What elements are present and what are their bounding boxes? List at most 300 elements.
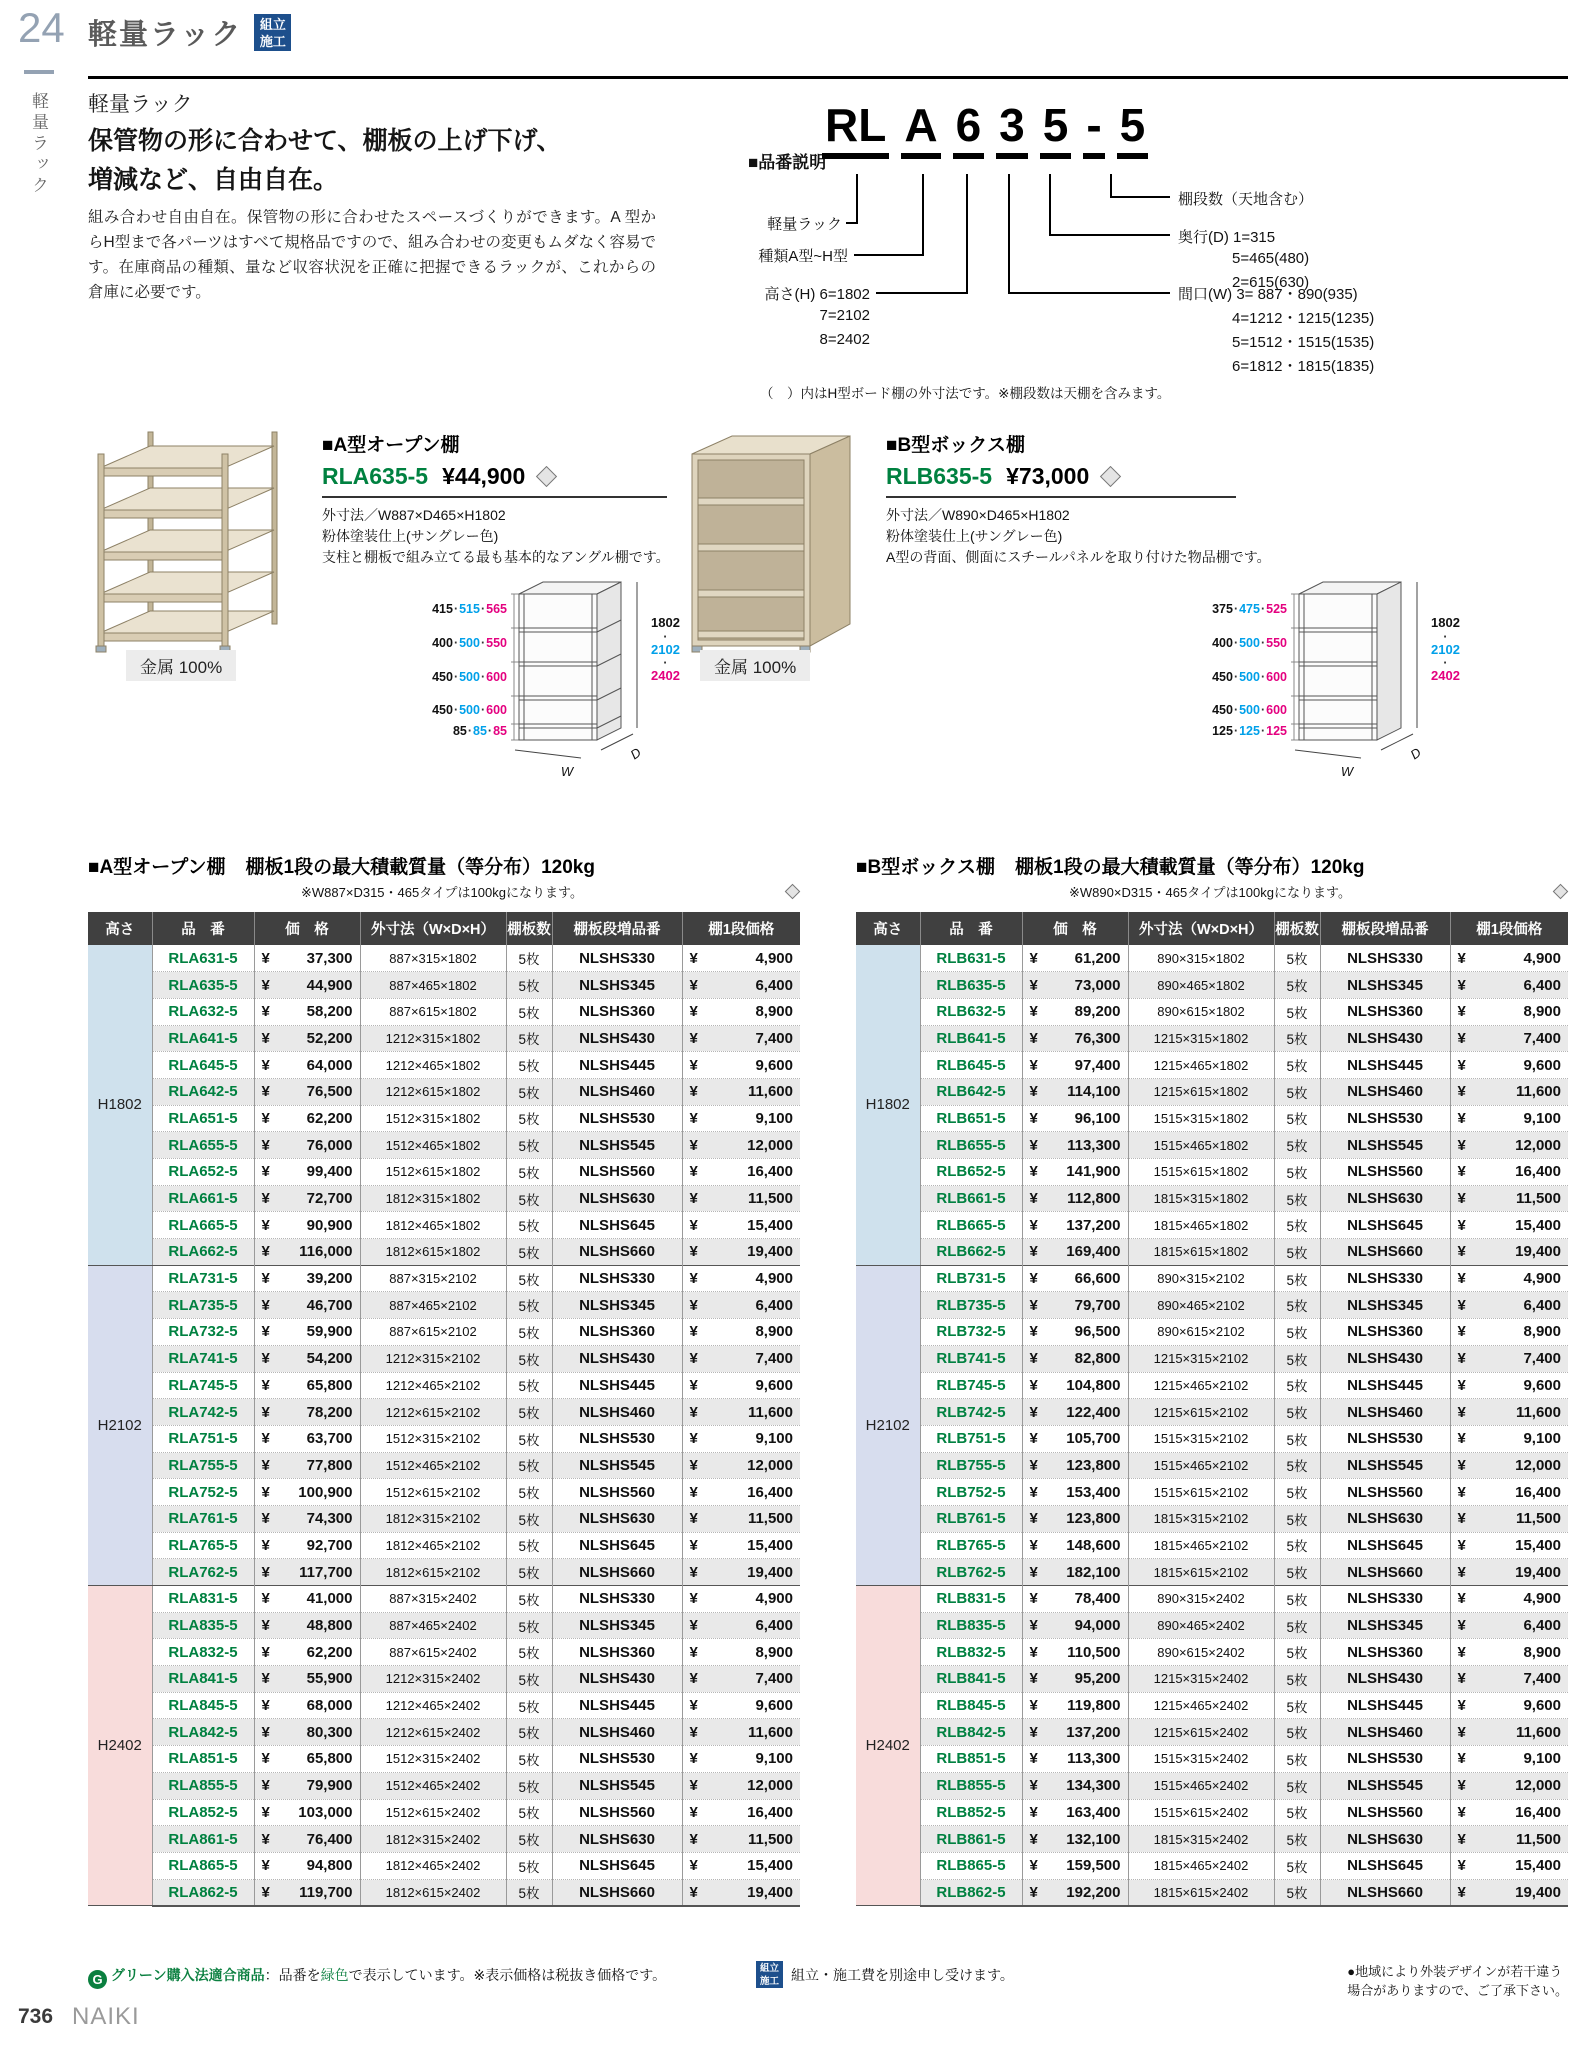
cell-addcode: NLSHS560 [552,1159,682,1186]
cell-addcode: NLSHS660 [1320,1559,1450,1586]
cell-price: ¥ 163,400 [1022,1799,1128,1826]
height-dimension-label: 2102 [1431,641,1460,657]
cell-addprice: ¥ 12,000 [1450,1132,1568,1159]
cell-addprice: ¥ 11,600 [682,1399,800,1426]
dimension-label: 400·500·550 [1212,636,1287,650]
table-row [856,1265,1568,1292]
cell-code: RLB635-5 [920,972,1022,999]
table-row [88,1132,800,1159]
cell-price: ¥ 105,700 [1022,1425,1128,1452]
material-label-b: 金属 100% [700,650,810,681]
product-a-specs [322,505,670,568]
cell-dims: 1215×615×1802 [1128,1078,1274,1105]
cell-dims: 1215×465×2402 [1128,1692,1274,1719]
cell-addprice: ¥ 8,900 [1450,1319,1568,1346]
dimension-diagram-a [432,578,707,788]
cell-addcode: NLSHS430 [1320,1666,1450,1693]
cell-dims: 1512×465×1802 [360,1132,506,1159]
cell-sheets: 5枚 [506,1239,552,1266]
cell-addprice: ¥ 8,900 [682,998,800,1025]
region-note-line2: 場合がありますので、ご了承下さい。 [1347,1982,1568,1998]
table-row [856,1719,1568,1746]
cell-addcode: NLSHS445 [552,1052,682,1079]
diagram-b-depth-label: D [1407,744,1424,763]
sidebar-category-label: 軽量ラック [29,92,48,197]
table-row [856,1452,1568,1479]
cell-addcode: NLSHS445 [552,1372,682,1399]
cell-sheets: 5枚 [506,1586,552,1613]
cell-addprice: ¥ 6,400 [1450,1612,1568,1639]
cell-sheets: 5枚 [506,1372,552,1399]
table-row [856,1052,1568,1079]
cell-dims: 887×615×2402 [360,1639,506,1666]
connector-line [966,174,968,294]
label-height-1: 高さ(H) 6=1802 [764,286,870,303]
cell-addcode: NLSHS430 [552,1666,682,1693]
cell-dims: 887×315×2402 [360,1586,506,1613]
cell-dims: 890×615×2102 [1128,1319,1274,1346]
col-outer-dims: 外寸法（W×D×H） [360,912,506,945]
cell-dims: 890×315×2102 [1128,1265,1274,1292]
cell-sheets: 5枚 [1274,1639,1320,1666]
cell-dims: 1212×615×1802 [360,1078,506,1105]
cell-price: ¥ 58,200 [254,998,360,1025]
cell-code: RLB751-5 [920,1425,1022,1452]
label-shelf-count: 棚段数（天地含む） [1178,191,1314,208]
cell-addprice: ¥ 9,600 [1450,1372,1568,1399]
table-row [856,1212,1568,1239]
diagram-a-width-label: W [560,764,574,779]
cell-addcode: NLSHS330 [1320,1265,1450,1292]
table-b-title [856,852,1568,879]
cell-price: ¥ 54,200 [254,1345,360,1372]
cell-code: RLA855-5 [152,1772,254,1799]
product-b-info [886,430,1271,568]
cell-addcode: NLSHS345 [1320,1612,1450,1639]
cell-addcode: NLSHS460 [552,1399,682,1426]
cell-sheets: 5枚 [1274,1319,1320,1346]
cell-sheets: 5枚 [1274,1719,1320,1746]
cell-sheets: 5枚 [1274,1799,1320,1826]
cell-sheets: 5枚 [1274,1746,1320,1773]
connector-line [1008,292,1170,294]
table-row [88,1879,800,1906]
table-row [88,1719,800,1746]
cell-addcode: NLSHS660 [1320,1239,1450,1266]
cell-code: RLB852-5 [920,1799,1022,1826]
cell-addcode: NLSHS630 [1320,1185,1450,1212]
diagram-b-width-label: W [1340,764,1354,779]
cell-sheets: 5枚 [506,1826,552,1853]
connector-line [846,222,858,224]
cell-code: RLB632-5 [920,998,1022,1025]
cell-code: RLA841-5 [152,1666,254,1693]
cell-price: ¥ 55,900 [254,1666,360,1693]
cell-price: ¥ 65,800 [254,1746,360,1773]
table-row [88,1799,800,1826]
cell-price: ¥ 192,200 [1022,1879,1128,1906]
cell-code: RLB641-5 [920,1025,1022,1052]
cell-dims: 890×465×1802 [1128,972,1274,999]
cell-dims: 1512×315×2402 [360,1746,506,1773]
cell-price: ¥ 77,800 [254,1452,360,1479]
cell-addprice: ¥ 7,400 [682,1025,800,1052]
cell-sheets: 5枚 [506,1319,552,1346]
cell-price: ¥ 137,200 [1022,1719,1128,1746]
cell-addprice: ¥ 7,400 [682,1666,800,1693]
cell-dims: 1215×465×1802 [1128,1052,1274,1079]
cell-sheets: 5枚 [506,1692,552,1719]
headline [88,122,562,200]
connector-line [922,174,924,256]
cell-dims: 1515×315×2402 [1128,1746,1274,1773]
col-shelf-price: 棚1段価格 [682,912,800,945]
dimension-label: 125·125·125 [1212,724,1287,738]
cell-addprice: ¥ 12,000 [682,1772,800,1799]
cell-code: RLA651-5 [152,1105,254,1132]
cell-addprice: ¥ 15,400 [1450,1212,1568,1239]
cell-addcode: NLSHS430 [1320,1345,1450,1372]
cell-price: ¥ 59,900 [254,1319,360,1346]
table-b-title-name: ■B型ボックス棚 [856,857,996,878]
cell-dims: 890×465×2402 [1128,1612,1274,1639]
cell-price: ¥ 122,400 [1022,1399,1128,1426]
category-title: 軽量ラック [88,19,243,51]
code-segment-depth: 5 [1040,100,1072,159]
label-width-4: 6=1812・1815(1835) [1232,358,1375,375]
cell-dims: 1215×465×2102 [1128,1372,1274,1399]
table-row [88,1239,800,1266]
connector-line [856,174,858,224]
cell-price: ¥ 78,200 [254,1399,360,1426]
cell-addcode: NLSHS445 [1320,1692,1450,1719]
cell-code: RLA851-5 [152,1746,254,1773]
table-row [88,1586,800,1613]
height-group-cell: H1802 [88,945,152,1265]
cell-price: ¥ 39,200 [254,1265,360,1292]
cell-code: RLA845-5 [152,1692,254,1719]
table-row [88,1639,800,1666]
cell-code: RLA732-5 [152,1319,254,1346]
cell-addprice: ¥ 19,400 [1450,1559,1568,1586]
page-footer [88,1963,1568,2013]
cell-dims: 1515×615×2402 [1128,1799,1274,1826]
cell-price: ¥ 148,600 [1022,1532,1128,1559]
cell-price: ¥ 169,400 [1022,1239,1128,1266]
cell-addprice: ¥ 12,000 [682,1132,800,1159]
label-height-3: 8=2402 [819,331,870,348]
cell-addcode: NLSHS460 [552,1719,682,1746]
cell-sheets: 5枚 [1274,1666,1320,1693]
code-segment-type: A [901,100,940,159]
cell-price: ¥ 116,000 [254,1239,360,1266]
cell-price: ¥ 119,700 [254,1879,360,1906]
cell-sheets: 5枚 [1274,1479,1320,1506]
cell-addcode: NLSHS360 [1320,1639,1450,1666]
cell-addcode: NLSHS645 [552,1852,682,1879]
cell-sheets: 5枚 [1274,998,1320,1025]
cell-sheets: 5枚 [506,1559,552,1586]
cell-price: ¥ 132,100 [1022,1826,1128,1853]
product-a-code: RLA635-5 [322,463,429,489]
code-segment-rl: RL [822,100,889,159]
cell-sheets: 5枚 [1274,1185,1320,1212]
table-row [88,972,800,999]
product-b-code-line [886,463,1236,498]
cell-sheets: 5枚 [506,1505,552,1532]
cell-dims: 1212×465×2102 [360,1372,506,1399]
cell-sheets: 5枚 [1274,1612,1320,1639]
cell-price: ¥ 48,800 [254,1612,360,1639]
price-table-a [88,912,800,1907]
cell-dims: 1515×315×2102 [1128,1425,1274,1452]
cell-dims: 1212×315×2102 [360,1345,506,1372]
cell-price: ¥ 78,400 [1022,1586,1128,1613]
cell-sheets: 5枚 [1274,1879,1320,1906]
section-title: 軽量ラック [88,93,193,116]
product-b-name: ■B型ボックス棚 [886,435,1026,456]
cell-code: RLA842-5 [152,1719,254,1746]
product-b-spec3: A型の背面、側面にスチールパネルを取り付けた物品棚です。 [886,549,1271,565]
table-row [856,1559,1568,1586]
table-row [856,1879,1568,1906]
cell-dims: 1212×315×1802 [360,1025,506,1052]
cell-addcode: NLSHS360 [1320,998,1450,1025]
cell-addcode: NLSHS460 [1320,1399,1450,1426]
col-outer-dims: 外寸法（W×D×H） [1128,912,1274,945]
dimension-label: 375·475·525 [1212,602,1287,616]
cell-addprice: ¥ 11,600 [1450,1399,1568,1426]
cell-dims: 1812×315×2102 [360,1505,506,1532]
assembly-badge-line1: 組立 [759,1963,779,1974]
table-row [856,1025,1568,1052]
table-row [856,1372,1568,1399]
cell-addprice: ¥ 9,600 [1450,1692,1568,1719]
cell-sheets: 5枚 [506,1532,552,1559]
cell-price: ¥ 182,100 [1022,1559,1128,1586]
cell-code: RLA655-5 [152,1132,254,1159]
cell-addcode: NLSHS630 [1320,1505,1450,1532]
cell-addprice: ¥ 11,500 [682,1826,800,1853]
col-shelf-price: 棚1段価格 [1450,912,1568,945]
cell-code: RLA652-5 [152,1159,254,1186]
table-row [88,1078,800,1105]
cell-code: RLA735-5 [152,1292,254,1319]
product-a-spec3: 支柱と棚板で組み立てる最も基本的なアングル棚です。 [322,549,670,565]
cell-addprice: ¥ 6,400 [682,972,800,999]
table-row [88,1105,800,1132]
table-row [856,1532,1568,1559]
cell-code: RLB762-5 [920,1559,1022,1586]
height-group-cell: H2402 [856,1586,920,1906]
cell-addcode: NLSHS360 [1320,1319,1450,1346]
cell-price: ¥ 37,300 [254,945,360,972]
cell-dims: 1512×465×2102 [360,1452,506,1479]
cell-code: RLA635-5 [152,972,254,999]
cell-price: ¥ 89,200 [1022,998,1128,1025]
cell-dims: 1215×615×2402 [1128,1719,1274,1746]
cell-price: ¥ 82,800 [1022,1345,1128,1372]
cell-addprice: ¥ 16,400 [1450,1799,1568,1826]
cell-code: RLB865-5 [920,1852,1022,1879]
cell-addprice: ¥ 9,100 [682,1746,800,1773]
cell-addprice: ¥ 11,500 [1450,1185,1568,1212]
diagram-a-drawing [511,578,643,760]
cell-addprice: ¥ 12,000 [1450,1452,1568,1479]
cell-addprice: ¥ 12,000 [682,1452,800,1479]
label-width-2: 4=1212・1215(1235) [1232,310,1375,327]
cell-addcode: NLSHS560 [1320,1799,1450,1826]
cell-sheets: 5枚 [506,945,552,972]
cell-code: RLA765-5 [152,1532,254,1559]
product-a-info [322,430,670,568]
cell-code: RLA642-5 [152,1078,254,1105]
cell-price: ¥ 46,700 [254,1292,360,1319]
cell-addprice: ¥ 19,400 [1450,1239,1568,1266]
cell-dims: 890×615×2402 [1128,1639,1274,1666]
headline-line2: 増減など、自由自在。 [88,165,339,194]
cell-sheets: 5枚 [1274,1212,1320,1239]
cell-addcode: NLSHS545 [1320,1132,1450,1159]
cell-addprice: ¥ 7,400 [1450,1345,1568,1372]
product-b-spec1: 外寸法／W890×D465×H1802 [886,507,1070,523]
table-a-capacity: 棚板1段の最大積載質量（等分布）120kg [245,857,595,878]
table-row [856,1692,1568,1719]
cell-price: ¥ 74,300 [254,1505,360,1532]
cell-addcode: NLSHS560 [1320,1479,1450,1506]
cell-code: RLB655-5 [920,1132,1022,1159]
brand-logo: NAIKI [72,2003,140,2030]
cell-addprice: ¥ 11,500 [1450,1826,1568,1853]
cell-addprice: ¥ 4,900 [1450,1586,1568,1613]
cell-price: ¥ 64,000 [254,1052,360,1079]
cell-addprice: ¥ 11,600 [682,1719,800,1746]
cell-code: RLB642-5 [920,1078,1022,1105]
cell-code: RLB832-5 [920,1639,1022,1666]
price-table-b [856,912,1568,1907]
cell-addprice: ¥ 15,400 [1450,1532,1568,1559]
cell-addcode: NLSHS330 [552,945,682,972]
cell-sheets: 5枚 [1274,1078,1320,1105]
cell-dims: 1215×315×1802 [1128,1025,1274,1052]
cell-sheets: 5枚 [506,1719,552,1746]
table-a-note: ※W887×D315・465タイプは100kgになります。 [301,885,583,900]
connector-line [876,292,968,294]
cell-sheets: 5枚 [1274,1586,1320,1613]
table-row [88,1185,800,1212]
cell-code: RLB851-5 [920,1746,1022,1773]
cell-code: RLB855-5 [920,1772,1022,1799]
cell-sheets: 5枚 [506,1746,552,1773]
cell-price: ¥ 123,800 [1022,1505,1128,1532]
table-row [856,945,1568,972]
cell-addcode: NLSHS445 [552,1692,682,1719]
cell-dims: 1812×465×1802 [360,1212,506,1239]
cell-dims: 887×315×2102 [360,1265,506,1292]
cell-price: ¥ 76,000 [254,1132,360,1159]
cell-addprice: ¥ 11,600 [1450,1078,1568,1105]
cell-dims: 1812×615×2402 [360,1879,506,1906]
region-note-line1: ●地域により外装デザインが若干違う [1347,1964,1563,1979]
cell-price: ¥ 110,500 [1022,1639,1128,1666]
cell-dims: 1812×615×2102 [360,1559,506,1586]
cell-addcode: NLSHS660 [552,1879,682,1906]
intro-paragraph: 組み合わせ自由自在。保管物の形に合わせたスペースづくりができます。A 型からH型まで各パーツはすべて規格品ですので、組み合わせの変更もムダなく容易です。在庫商品の種類、量など収容状況を正確に把握できるラックが、これからの倉庫に必要です。 [88,209,656,302]
cell-dims: 1812×315×1802 [360,1185,506,1212]
cell-code: RLB731-5 [920,1265,1022,1292]
cell-code: RLB745-5 [920,1372,1022,1399]
assembly-fee-text: 組立・施工費を別途申し受けます。 [791,1966,1014,1983]
code-segment-shelves: 5 [1117,100,1149,159]
cell-addcode: NLSHS360 [552,998,682,1025]
cell-addcode: NLSHS660 [552,1239,682,1266]
cell-sheets: 5枚 [1274,1505,1320,1532]
cell-sheets: 5枚 [1274,1292,1320,1319]
cell-addprice: ¥ 11,600 [1450,1719,1568,1746]
code-segment-width: 3 [996,100,1028,159]
table-row [88,1692,800,1719]
connector-line [1110,174,1112,198]
cell-addcode: NLSHS360 [552,1639,682,1666]
dimension-label: 400·500·550 [432,636,507,650]
cell-sheets: 5枚 [506,1852,552,1879]
cell-dims: 1815×465×2102 [1128,1532,1274,1559]
cell-addcode: NLSHS630 [552,1826,682,1853]
cell-code: RLB652-5 [920,1159,1022,1186]
cell-addcode: NLSHS545 [552,1772,682,1799]
cell-sheets: 5枚 [1274,1345,1320,1372]
col-part-number: 品 番 [920,912,1022,945]
cell-dims: 1815×315×2102 [1128,1505,1274,1532]
cell-sheets: 5枚 [1274,972,1320,999]
cell-code: RLA861-5 [152,1826,254,1853]
cell-sheets: 5枚 [506,1052,552,1079]
cell-addcode: NLSHS630 [1320,1826,1450,1853]
table-row [88,1666,800,1693]
cell-code: RLA862-5 [152,1879,254,1906]
diagram-b-drawing [1291,578,1423,760]
cell-code: RLA832-5 [152,1639,254,1666]
connector-line [1049,174,1051,236]
cell-addprice: ¥ 16,400 [682,1159,800,1186]
cell-addprice: ¥ 6,400 [682,1612,800,1639]
cell-dims: 1815×615×2102 [1128,1559,1274,1586]
cell-addcode: NLSHS330 [1320,945,1450,972]
table-row [88,1345,800,1372]
category-header [88,12,291,53]
cell-code: RLA752-5 [152,1479,254,1506]
cell-dims: 887×465×2402 [360,1612,506,1639]
product-b-price: ¥73,000 [1006,463,1090,489]
table-row [88,1452,800,1479]
cell-addprice: ¥ 11,500 [682,1505,800,1532]
cell-addcode: NLSHS645 [552,1532,682,1559]
cell-sheets: 5枚 [506,1025,552,1052]
cell-addcode: NLSHS445 [1320,1372,1450,1399]
table-row [88,1425,800,1452]
cell-addcode: NLSHS645 [552,1212,682,1239]
cell-price: ¥ 79,700 [1022,1292,1128,1319]
cell-addcode: NLSHS345 [552,972,682,999]
cell-addcode: NLSHS630 [552,1185,682,1212]
cell-sheets: 5枚 [506,1612,552,1639]
cell-dims: 1512×465×2402 [360,1772,506,1799]
table-row [88,1025,800,1052]
cell-sheets: 5枚 [1274,1052,1320,1079]
col-price: 価 格 [254,912,360,945]
page-number-top: 24 [18,4,65,51]
assembly-badge-line1: 組立 [259,17,286,32]
